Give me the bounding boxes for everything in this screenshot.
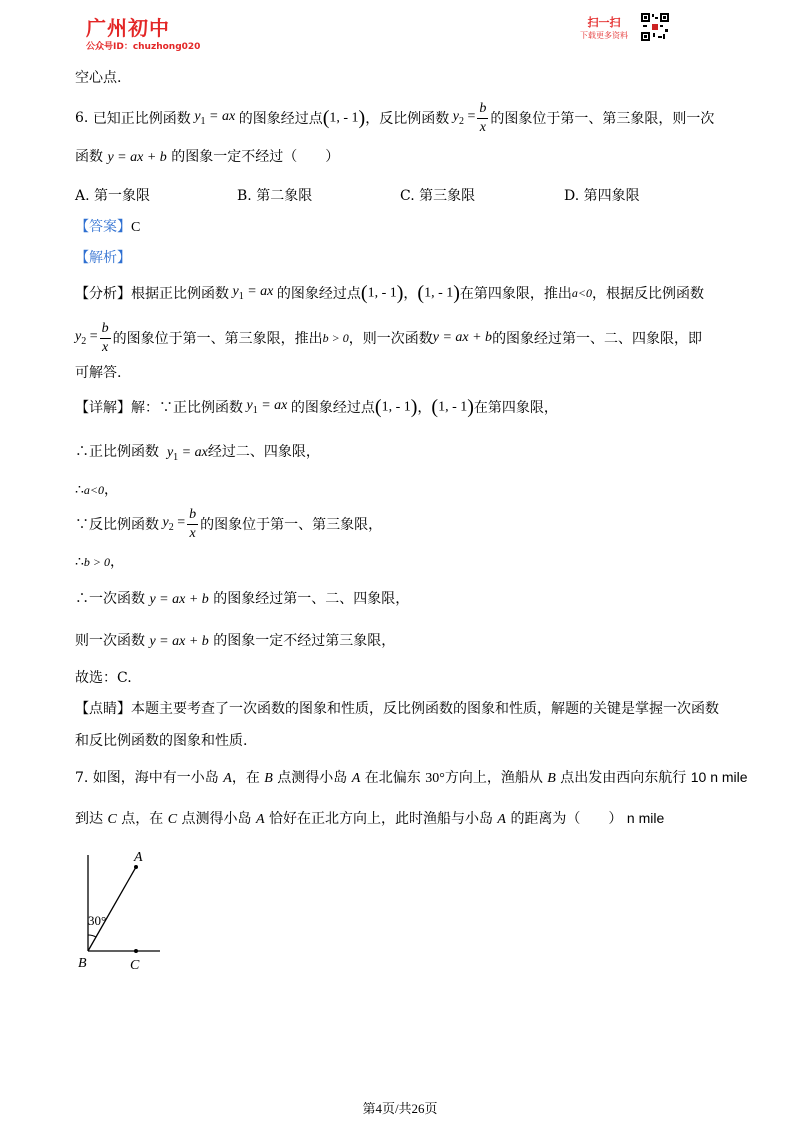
math-b-gt-0: b > 0 xyxy=(322,330,349,345)
question-number: 6. xyxy=(75,110,89,126)
answer-tag: 【答案】 xyxy=(75,219,131,235)
scan-label: 扫一扫 xyxy=(587,16,621,29)
step-2: ∴a<0， xyxy=(75,482,119,498)
fraction-b-over-x: $\frac{b}{x}$ xyxy=(479,100,487,135)
text: ，则一次函数 xyxy=(348,331,433,347)
label-angle: 30° xyxy=(88,913,107,928)
qr-code-icon[interactable] xyxy=(640,12,670,42)
dianjing-tag: 【点睛】 xyxy=(75,701,131,717)
point-C xyxy=(134,949,138,953)
text: 在第四象限， xyxy=(473,400,558,416)
question-6-line-1 xyxy=(75,98,714,138)
label-C: C xyxy=(130,958,140,973)
math-linear: y = ax + b xyxy=(432,330,493,345)
math-y1: $y_1$ = ax xyxy=(232,284,274,302)
text: 函数 xyxy=(75,149,103,165)
step-1: ∴正比例函数 $y_1$ = ax经过二、四象限， xyxy=(75,444,320,463)
logo-subtitle: 公众号ID：chuzhong020 xyxy=(86,42,201,52)
brand-logo xyxy=(86,12,200,52)
label-A: A xyxy=(134,850,143,865)
point-A xyxy=(134,865,138,869)
text: 的图象位于第一、第三象限，推出 xyxy=(112,331,323,347)
question-6-line-2 xyxy=(75,146,339,166)
math-a-lt-0: a<0 xyxy=(571,285,593,300)
text: ，根据反比例函数 xyxy=(592,286,705,302)
math-y1: $y_1$ = ax xyxy=(246,398,288,416)
option-b[interactable]: B. 第二象限 xyxy=(237,188,313,204)
point-coordinate: (1, - 1) xyxy=(322,106,366,129)
xiangjie-line-1: 【详解】 解：∵正比例函数 $y_1$ = ax 的图象经过点 (1, - 1) ， (1, - 1) 在第四象限， xyxy=(75,395,558,418)
step-4: ∴b > 0， xyxy=(75,554,125,570)
text: 已知正比例函数 xyxy=(92,111,191,127)
analysis-tag: 【解析】 xyxy=(75,250,131,266)
fenxi-line-3: 可解答. xyxy=(75,365,122,381)
step-5: ∴一次函数 y = ax + b 的图象经过第一、二、四象限， xyxy=(75,591,410,607)
step-7: 故选：C. xyxy=(75,670,132,686)
math-linear: y = ax + b xyxy=(107,150,167,165)
line-BA xyxy=(88,867,136,951)
math-y2: $y_2$ = xyxy=(75,329,98,347)
label-B: B xyxy=(78,956,87,971)
fenxi-tag: 【分析】 xyxy=(75,286,131,302)
geometry-figure xyxy=(74,845,174,975)
dianjing-line-2: 和反比例函数的图象和性质. xyxy=(75,733,248,749)
option-d[interactable]: D. 第四象限 xyxy=(564,188,640,204)
math-y1: $y_1$ = ax xyxy=(194,109,236,127)
option-a[interactable]: A. 第一象限 xyxy=(75,188,151,204)
option-c[interactable]: C. 第三象限 xyxy=(400,188,476,204)
question-7-line-1: 7. 如图，海中有一小岛 A，在 B 点测得小岛 A 在北偏东 30°方向上，渔船从 B 点出发由西向东航行 10 n mile xyxy=(75,769,748,786)
text: 解：∵正比例函数 xyxy=(131,400,243,416)
xiangjie-tag: 【详解】 xyxy=(75,400,131,416)
step-6: 则一次函数 y = ax + b 的图象一定不经过第三象限， xyxy=(75,633,396,649)
continuation-text: 空心点. xyxy=(75,70,122,86)
point-coordinate: (1, - 1) xyxy=(360,281,404,304)
text: ，反比例函数 xyxy=(365,111,450,127)
page-number: 第4页/共26页 xyxy=(362,1101,438,1116)
text: 的图象经过第一、二、四象限，即 xyxy=(492,331,703,347)
answer-line xyxy=(75,216,140,236)
logo-title: 广州初中 xyxy=(86,16,170,40)
scan-prompt xyxy=(580,14,628,41)
angle-arc xyxy=(88,935,96,937)
step-3: ∵反比例函数 $y_2$ = $\frac{b}{x}$ 的图象位于第一、第三象限， xyxy=(75,506,383,541)
fenxi-line-1: 【分析】 根据正比例函数 $y_1$ = ax 的图象经过点 (1, - 1) ， (1, - 1) 在第四象限，推出 a<0 ，根据反比例函数 xyxy=(75,281,705,304)
text: 的图象一定不经过（ ） xyxy=(171,149,340,165)
scan-sublabel: 下载更多资料 xyxy=(580,31,628,40)
text: 根据正比例函数 xyxy=(131,286,229,302)
point-coordinate: (1, - 1) xyxy=(374,395,418,418)
text: 的图象经过点 xyxy=(276,286,361,302)
text: 在第四象限，推出 xyxy=(459,286,572,302)
fenxi-line-2 xyxy=(75,318,702,358)
text: 的图象经过点 xyxy=(290,400,375,416)
dianjing-line-1: 【点睛】本题主要考查了一次函数的图象和性质，反比例函数的图象和性质，解题的关键是掌握一次函数 xyxy=(75,701,719,717)
math-y2: $y_2$ = xyxy=(452,109,476,127)
text: 的图象位于第一、第三象限，则一次 xyxy=(490,111,715,127)
fraction-b-over-x: $\frac{b}{x}$ xyxy=(101,320,109,355)
text: 的图象经过点 xyxy=(238,111,323,127)
point-coordinate: (1, - 1) xyxy=(417,281,460,304)
point-coordinate: (1, - 1) xyxy=(431,395,474,418)
answer-value: C xyxy=(131,220,141,235)
question-7-line-2: 到达 C 点，在 C 点测得小岛 A 恰好在正北方向上，此时渔船与小岛 A 的距离为（ ） n mile xyxy=(75,810,665,827)
